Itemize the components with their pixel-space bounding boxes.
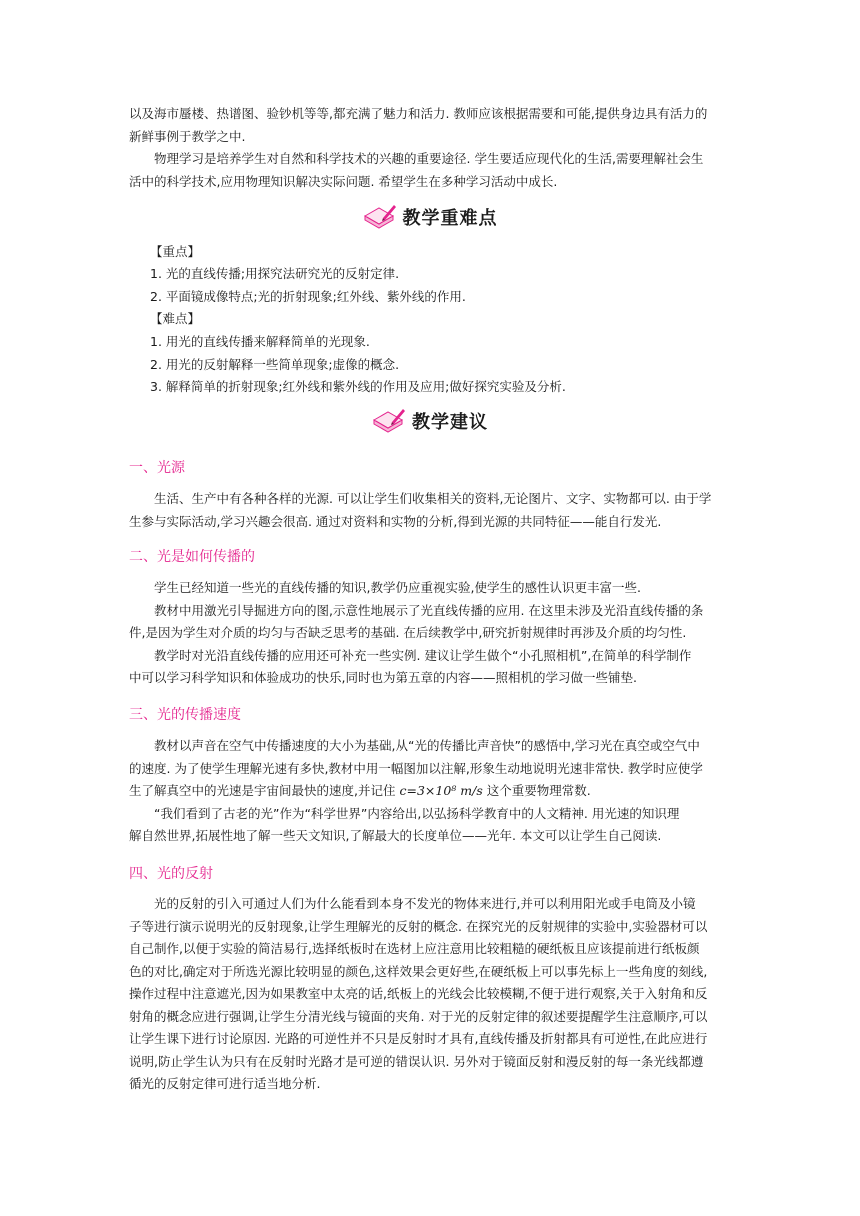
text-line: 子等进行演示说明光的反射现象,让学生理解光的反射的概念. 在探究光的反射规律的实验中,实验器材可以 bbox=[129, 918, 708, 934]
section-heading-speed: 三、光的传播速度 bbox=[129, 707, 241, 723]
book-pen-icon bbox=[363, 202, 397, 232]
difficult-point-item: 2. 用光的反射解释一些简单现象;虚像的概念. bbox=[150, 357, 400, 372]
key-points-label: 【重点】 bbox=[150, 244, 201, 259]
text-line: 射角的概念应进行强调,让学生分清光线与镜面的夹角. 对于光的反射定律的叙述要提醒学生注意顺序,可以 bbox=[129, 1008, 708, 1024]
section-paragraph bbox=[129, 893, 731, 1096]
section-heading-propagation: 二、光是如何传播的 bbox=[129, 549, 255, 565]
text-line bbox=[129, 780, 731, 803]
text-line: 说明,防止学生认为只有在反射时光路才是可逆的错误认识. 另外对于镜面反射和漫反射的每一条光线都遵 bbox=[129, 1053, 704, 1069]
text-line: 教学时对光沿直线传播的应用还可补充一些实例. 建议让学生做个“小孔照相机”,在简单的科学制作 bbox=[154, 647, 692, 663]
text-line: 自己制作,以便于实验的简洁易行,选择纸板时在选材上应注意用比较粗糙的硬纸板且应该提前进行纸板颜 bbox=[129, 941, 700, 956]
text-line: “我们看到了古老的光”作为“科学世界”内容给出,以弘扬科学教育中的人文精神. 用光速的知识理 bbox=[154, 805, 680, 821]
text-fragment: 生了解真空中的光速是宇宙间最快的速度,并记住 bbox=[129, 783, 396, 798]
text-line: 新鲜事例于教学之中. bbox=[129, 128, 246, 144]
text-line: 的速度. 为了使学生理解光速有多快,教材中用一幅图加以注解,形象生动地说明光速非常快. 教学时应使学 bbox=[129, 760, 703, 776]
text-line: 教材以声音在空气中传播速度的大小为基础,从“光的传播比声音快”的感悟中,学习光在真空或空气中 bbox=[154, 738, 700, 753]
text-line: 件,是因为学生对介质的均匀与否缺乏思考的基础. 在后续教学中,研究折射规律时再涉及介质的均匀性. bbox=[129, 625, 687, 640]
key-point-item: 2. 平面镜成像特点;光的折射现象;红外线、紫外线的作用. bbox=[150, 289, 466, 304]
text-line: 教材中用激光引导掘进方向的图,示意性地展示了光直线传播的应用. 在这里未涉及光沿直线传播的条 bbox=[154, 602, 704, 618]
banner-title: 教学重难点 bbox=[402, 208, 498, 229]
text-line: 色的对比,确定对于所选光源比较明显的颜色,这样效果会更好些,在硬纸板上可以事先标上一些角度的刻线, bbox=[129, 963, 708, 979]
text-line: 学生已经知道一些光的直线传播的知识,教学仍应重视实验,使学生的感性认识更丰富一些. bbox=[154, 580, 641, 595]
text-line: 让学生课下进行讨论原因. 光路的可逆性并不只是反射时才具有,直线传播及折射都具有可逆性,在此应进行 bbox=[129, 1031, 708, 1046]
text-line: 生活、生产中有各种各样的光源. 可以让学生们收集相关的资料,无论图片、文字、实物都可以. 由于学 bbox=[154, 491, 712, 506]
text-line: 光的反射的引入可通过人们为什么能看到本身不发光的物体来进行,并可以利用阳光或手电筒及小镜 bbox=[154, 896, 696, 911]
text-line: 活中的科学技术,应用物理知识解决实际问题. 希望学生在多种学习活动中成长. bbox=[129, 173, 558, 189]
light-speed-formula: c=3×10⁸ m/s bbox=[399, 783, 483, 798]
difficult-points-label: 【难点】 bbox=[150, 311, 201, 326]
section-heading-light-source: 一、光源 bbox=[129, 460, 185, 476]
section-paragraph bbox=[129, 577, 731, 690]
section-paragraph bbox=[129, 735, 731, 848]
section-banner-suggestions bbox=[0, 401, 860, 441]
text-fragment: 这个重要物理常数. bbox=[486, 783, 591, 798]
text-line: 物理学习是培养学生对自然和科学技术的兴趣的重要途径. 学生要适应现代化的生活,需要理解社会生 bbox=[154, 151, 704, 166]
section-paragraph bbox=[129, 488, 731, 533]
text-line: 生参与实际活动,学习兴趣会很高. 通过对资料和实物的分析,得到光源的共同特征——能自行发光. bbox=[129, 513, 662, 529]
difficult-point-item: 3. 解释简单的折射现象;红外线和紫外线的作用及应用;做好探究实验及分析. bbox=[150, 379, 566, 394]
book-pen-icon bbox=[372, 406, 406, 436]
banner-title: 教学建议 bbox=[412, 412, 488, 433]
text-line: 解自然世界,拓展性地了解一些天文知识,了解最大的长度单位——光年. 本文可以让学生自己阅读. bbox=[129, 828, 662, 843]
key-point-item: 1. 光的直线传播;用探究法研究光的反射定律. bbox=[150, 266, 400, 281]
intro-paragraph bbox=[129, 103, 731, 193]
text-line: 循光的反射定律可进行适当地分析. bbox=[129, 1076, 321, 1091]
text-line: 以及海市蜃楼、热谱图、验钞机等等,都充满了魅力和活力. 教师应该根据需要和可能,提供身边具有活力的 bbox=[129, 106, 708, 121]
text-line: 操作过程中注意遮光,因为如果教室中太亮的话,纸板上的光线会比较模糊,不便于进行观察,关于入射角和反 bbox=[129, 986, 708, 1001]
section-heading-reflection: 四、光的反射 bbox=[129, 866, 213, 882]
section-banner-key-difficult bbox=[0, 197, 860, 237]
text-line: 中可以学习科学知识和体验成功的快乐,同时也为第五章的内容——照相机的学习做一些铺垫. bbox=[129, 670, 637, 685]
difficult-point-item: 1. 用光的直线传播来解释简单的光现象. bbox=[150, 334, 370, 349]
